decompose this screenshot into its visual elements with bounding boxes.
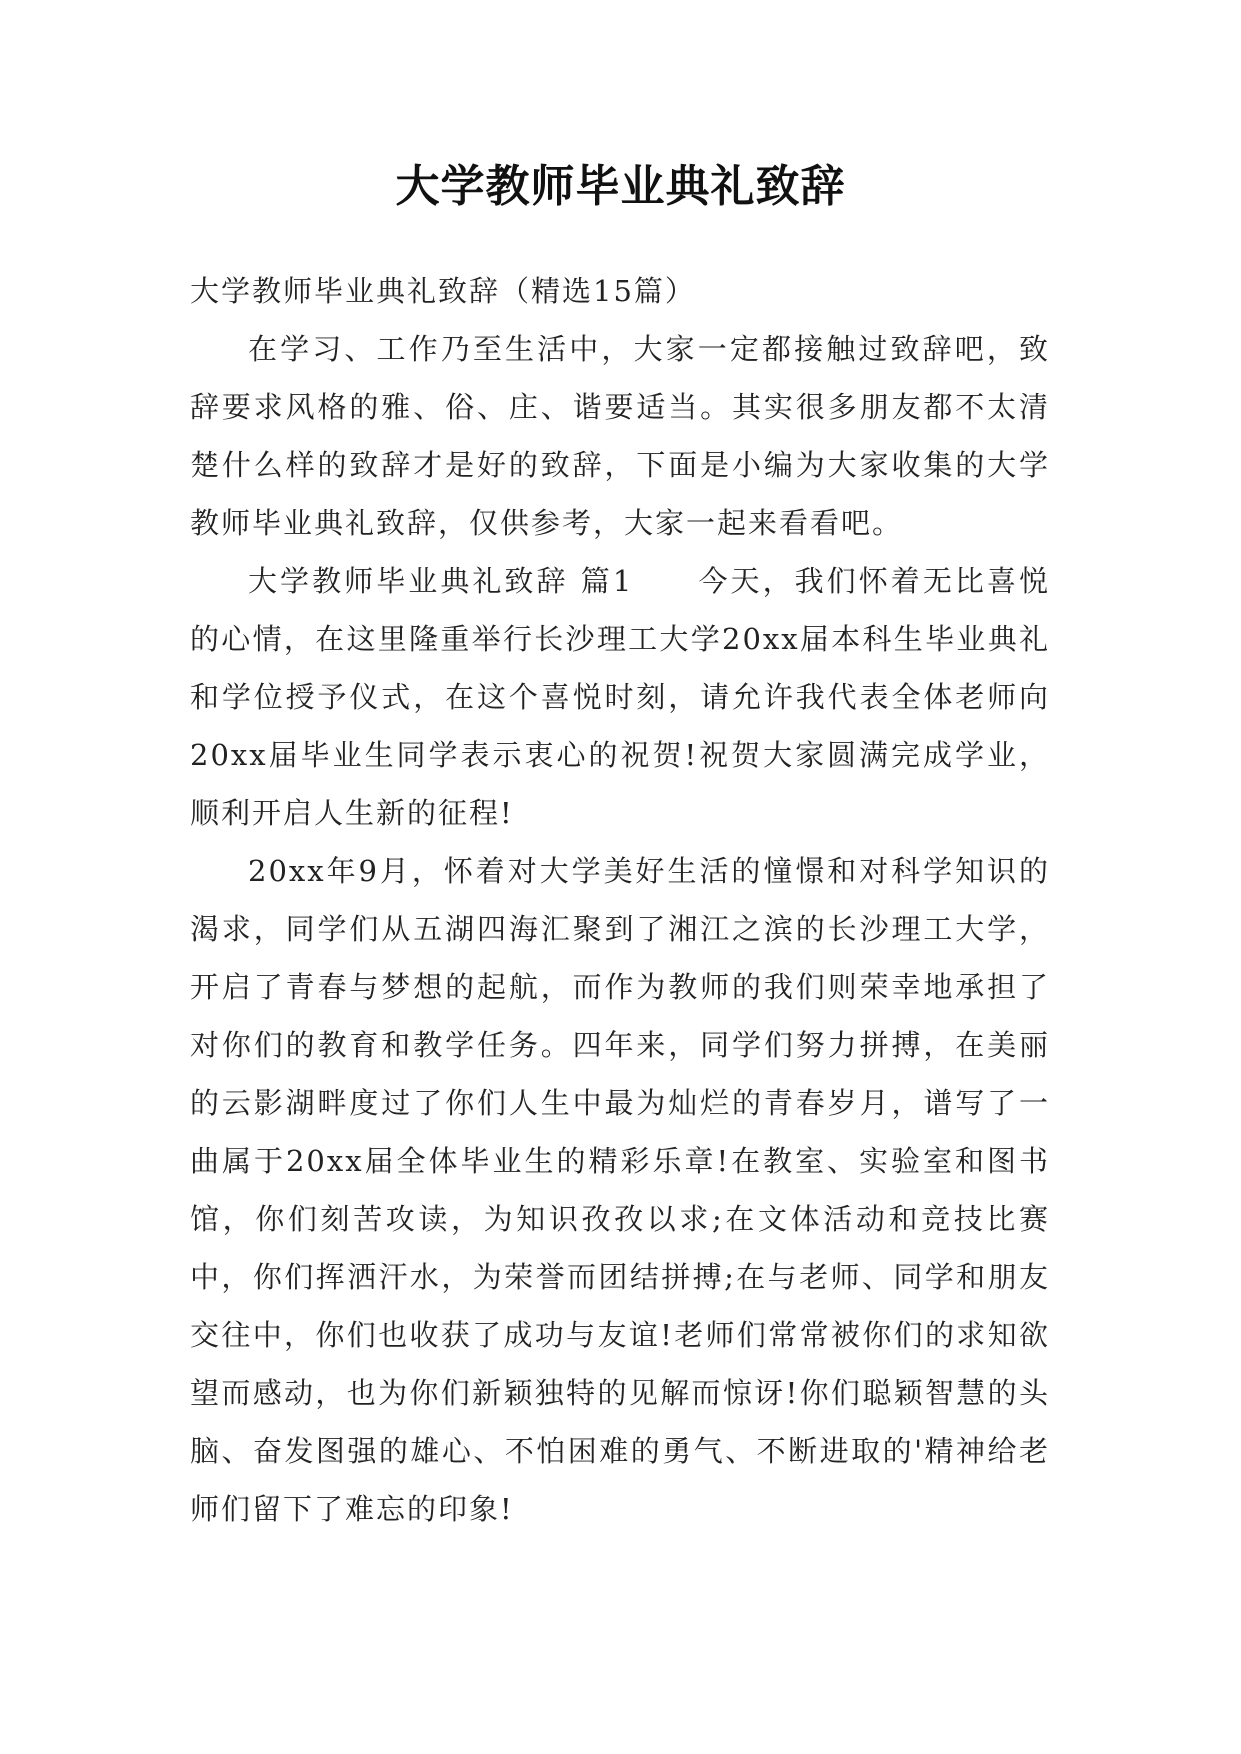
paragraph-speech-opening: 大学教师毕业典礼致辞 篇1 今天，我们怀着无比喜悦的心情，在这里隆重举行长沙理工大学20xx届本科生毕业典礼和学位授予仪式，在这个喜悦时刻，请允许我代表全体老师向20xx届毕业生同学表示衷心的祝贺!祝贺大家圆满完成学业，顺利开启人生新的征程!: [190, 564, 1050, 830]
document-subtitle: 大学教师毕业典礼致辞（精选15篇）: [190, 274, 696, 308]
document-body: [190, 262, 1050, 1538]
document-title: 大学教师毕业典礼致辞: [395, 161, 846, 212]
paragraph-intro: 在学习、工作乃至生活中，大家一定都接触过致辞吧，致辞要求风格的雅、俗、庄、谐要适当。其实很多朋友都不太清楚什么样的致辞才是好的致辞，下面是小编为大家收集的大学教师毕业典礼致辞，仅供参考，大家一起来看看吧。: [190, 332, 1050, 540]
paragraph-speech-body: 20xx年9月，怀着对大学美好生活的憧憬和对科学知识的渴求，同学们从五湖四海汇聚到了湘江之滨的长沙理工大学，开启了青春与梦想的起航，而作为教师的我们则荣幸地承担了对你们的教育和教学任务。四年来，同学们努力拼搏，在美丽的云影湖畔度过了你们人生中最为灿烂的青春岁月，谱写了一曲属于20xx届全体毕业生的精彩乐章!在教室、实验室和图书馆，你们刻苦攻读，为知识孜孜以求;在文体活动和竞技比赛中，你们挥洒汗水，为荣誉而团结拼搏;在与老师、同学和朋友交往中，你们也收获了成功与友谊!老师们常常被你们的求知欲望而感动，也为你们新颖独特的见解而惊讶!你们聪颖智慧的头脑、奋发图强的雄心、不怕困难的勇气、不断进取的'精神给老师们留下了难忘的印象!: [190, 854, 1050, 1526]
